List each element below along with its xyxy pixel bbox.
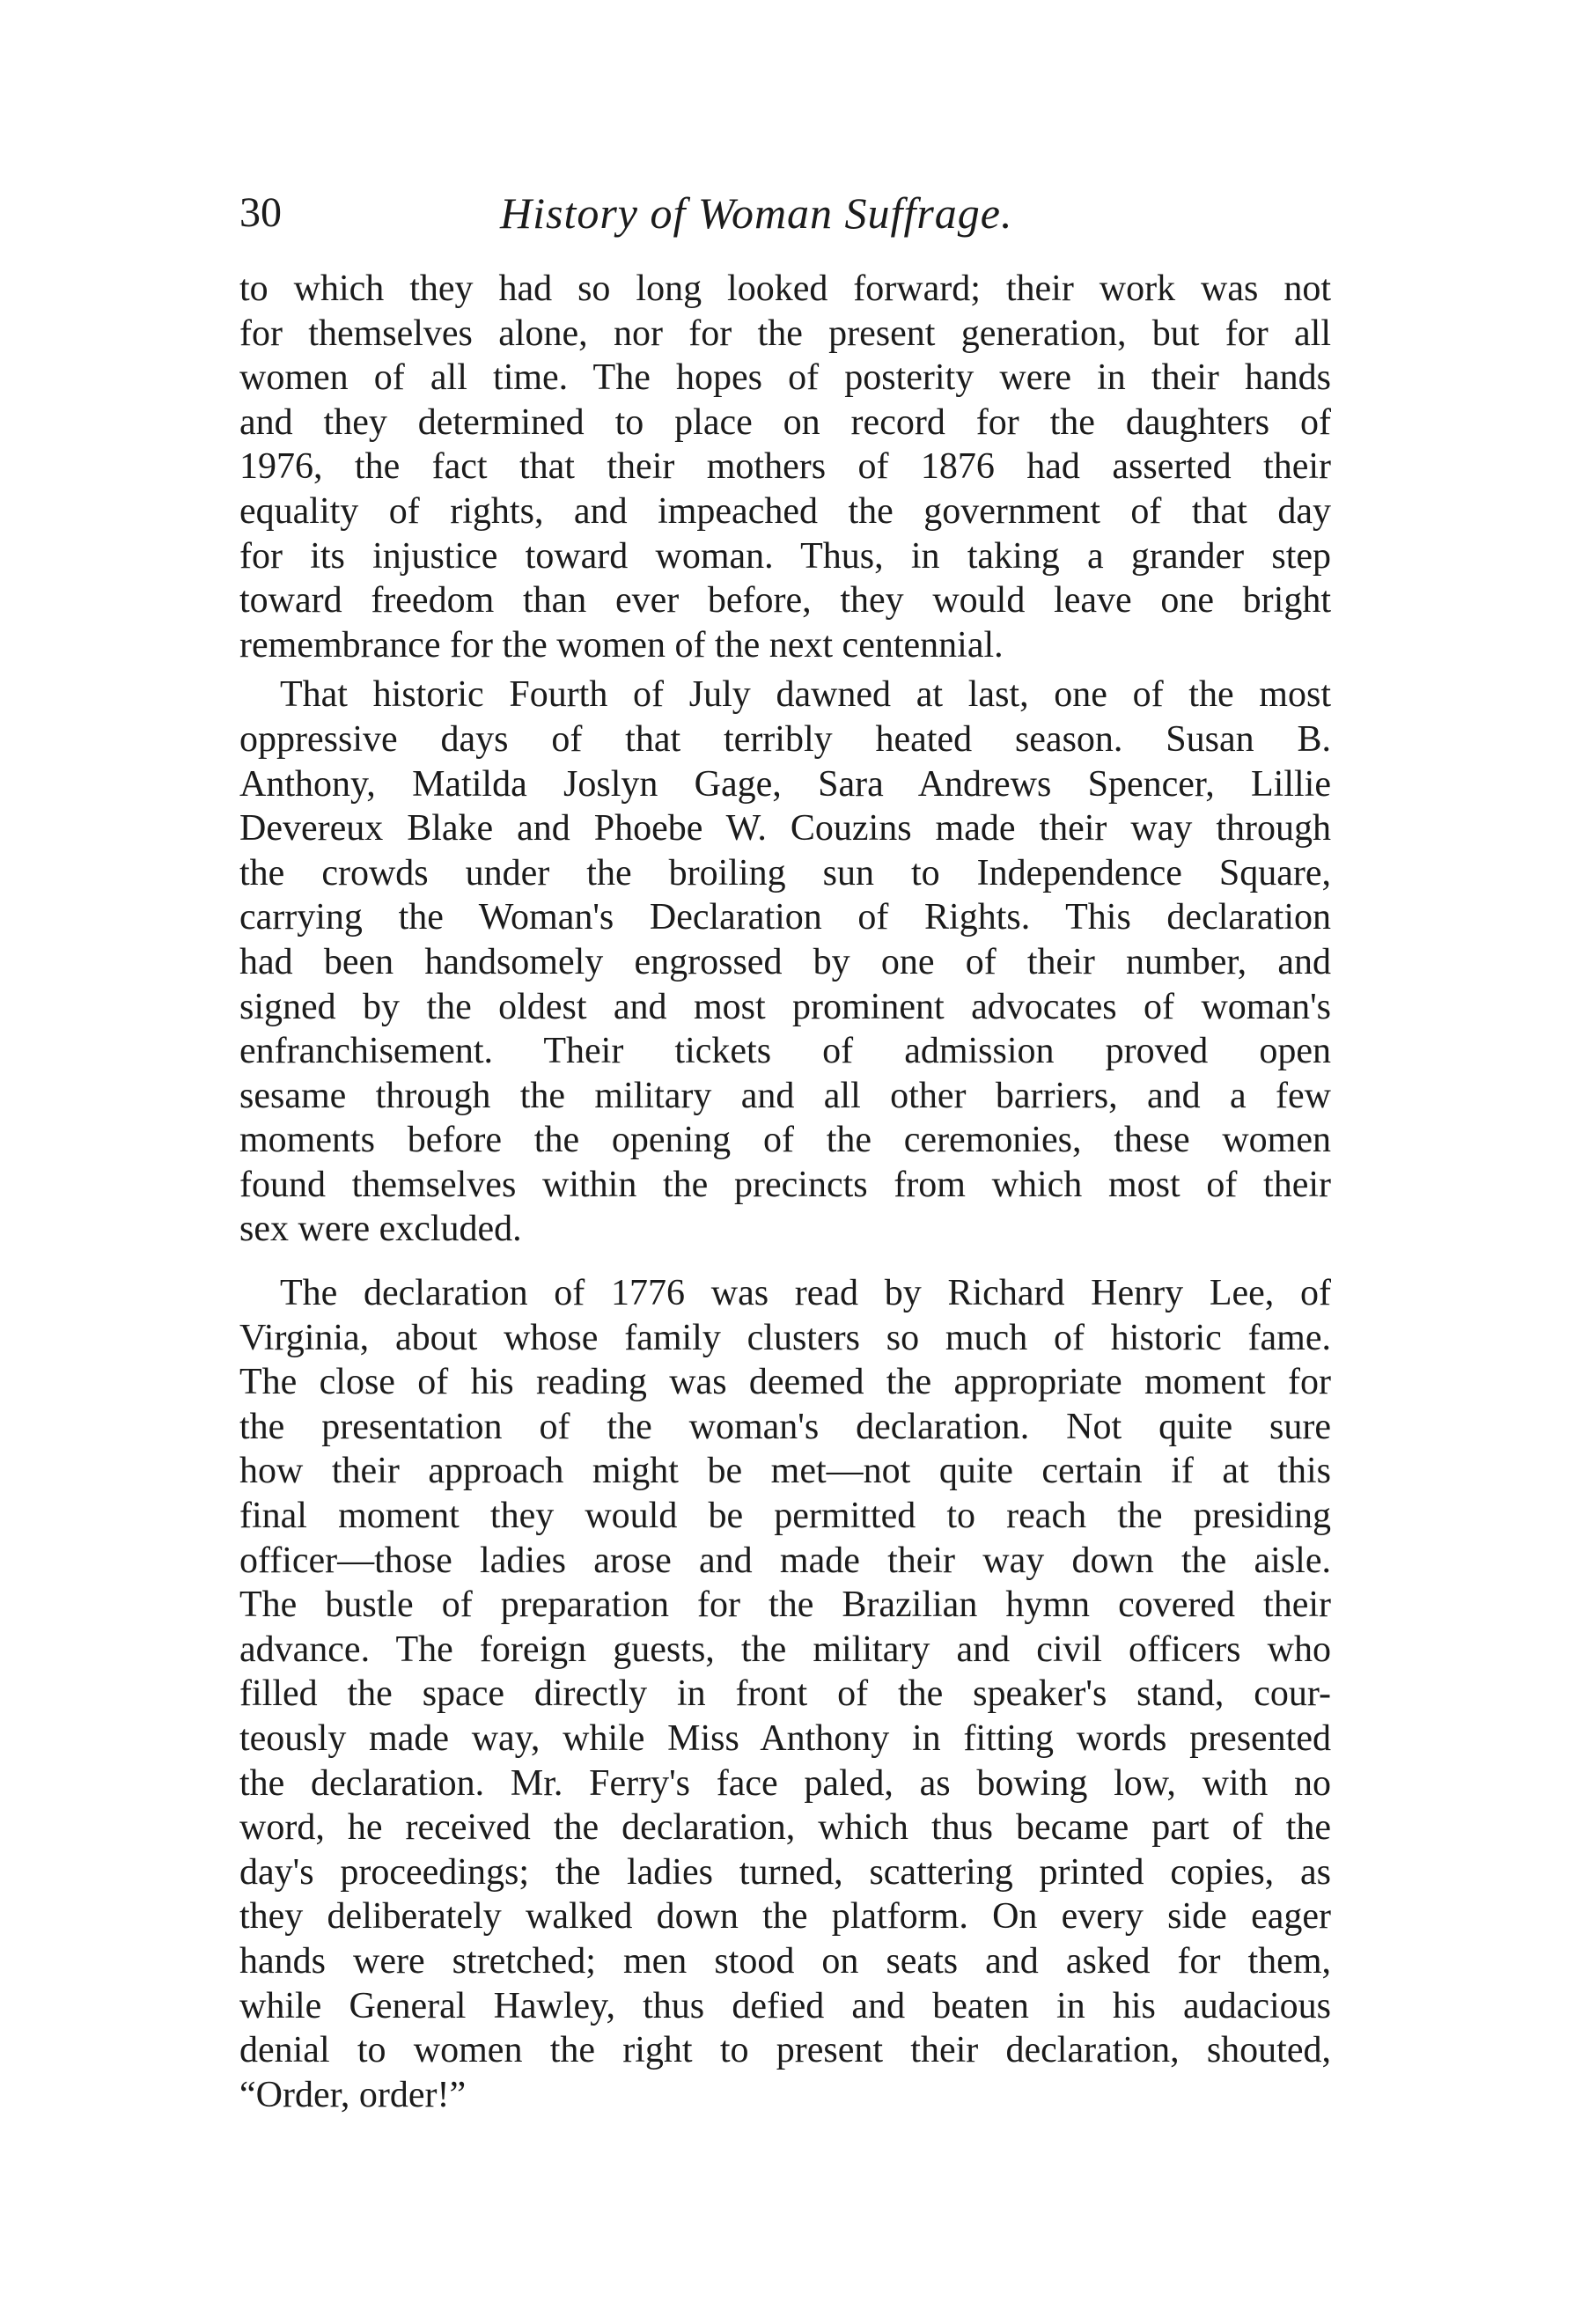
text-line: remembrance for the women of the next centennial. <box>239 624 1004 665</box>
running-title: History of Woman Suffrage. <box>500 188 1013 238</box>
text-line: toward freedom than ever before, they would leave one bright <box>239 580 1331 621</box>
text-line: That historic Fourth of July dawned at last, one of the most <box>280 674 1331 716</box>
text-line: signed by the oldest and most prominent advocates of woman's <box>239 986 1331 1027</box>
text-line: hands were stretched; men stood on seats and asked for them, <box>239 1940 1331 1982</box>
text-line: final moment they would be permitted to reach the presiding <box>239 1496 1331 1537</box>
text-line: they deliberately walked down the platform. On every side eager <box>239 1896 1331 1938</box>
text-line: Virginia, about whose family clusters so much of historic fame. <box>239 1317 1331 1358</box>
text-line: and they determined to place on record for the daughters of <box>239 401 1331 443</box>
text-line: advance. The foreign guests, the military and civil officers who <box>239 1629 1331 1670</box>
body-text <box>239 267 1331 2117</box>
text-line: teously made way, while Miss Anthony in fitting words presented <box>239 1718 1331 1759</box>
text-line: equality of rights, and impeached the government of that day <box>239 490 1331 532</box>
text-line: day's proceedings; the ladies turned, scattering printed copies, as <box>239 1851 1331 1893</box>
text-line: “Order, order!” <box>239 2074 467 2115</box>
paragraph-3 <box>239 1271 1331 2117</box>
text-line: Devereux Blake and Phoebe W. Couzins made their way through <box>239 808 1331 849</box>
text-line: found themselves within the precincts from which most of their <box>239 1164 1331 1205</box>
text-line: The bustle of preparation for the Brazilian hymn covered their <box>239 1585 1331 1626</box>
text-line: 1976, the fact that their mothers of 1876 had asserted their <box>239 446 1331 488</box>
text-line: oppressive days of that terribly heated season. Susan B. <box>239 718 1331 760</box>
text-line: filled the space directly in front of the speaker's stand, cour- <box>239 1673 1331 1715</box>
text-line: for themselves alone, nor for the present generation, but for all <box>239 313 1331 354</box>
text-line: moments before the opening of the ceremonies, these women <box>239 1120 1331 1161</box>
text-line: officer—those ladies arose and made their way down the aisle. <box>239 1540 1331 1581</box>
text-line: The declaration of 1776 was read by Richard Henry Lee, of <box>280 1273 1331 1314</box>
text-line: had been handsomely engrossed by one of their number, and <box>239 941 1331 982</box>
text-line: enfranchisement. Their tickets of admission proved open <box>239 1031 1331 1072</box>
page-header <box>239 187 1349 248</box>
text-line: women of all time. The hopes of posterity were in their hands <box>239 357 1331 399</box>
text-line: sex were excluded. <box>239 1209 522 1250</box>
paragraph-2 <box>239 673 1331 1252</box>
text-line: Anthony, Matilda Joslyn Gage, Sara Andrews Spencer, Lillie <box>239 763 1331 805</box>
text-line: denial to women the right to present their declaration, shouted, <box>239 2030 1331 2071</box>
text-line: how their approach might be met—not quite certain if at this <box>239 1451 1331 1492</box>
text-line: sesame through the military and all other barriers, and a few <box>239 1075 1331 1116</box>
text-line: the declaration. Mr. Ferry's face paled, as bowing low, with no <box>239 1762 1331 1804</box>
text-line: carrying the Woman's Declaration of Rights. This declaration <box>239 897 1331 938</box>
text-line: the crowds under the broiling sun to Independence Square, <box>239 852 1331 893</box>
paragraph-1 <box>239 267 1331 667</box>
text-line: The close of his reading was deemed the appropriate moment for <box>239 1362 1331 1403</box>
text-line: the presentation of the woman's declaration. Not quite sure <box>239 1406 1331 1447</box>
page-number: 30 <box>239 189 282 236</box>
text-line: while General Hawley, thus defied and beaten in his audacious <box>239 1985 1331 2026</box>
text-line: to which they had so long looked forward; their work was not <box>239 268 1331 309</box>
text-line: word, he received the declaration, which thus became part of the <box>239 1807 1331 1849</box>
text-line: for its injustice toward woman. Thus, in taking a grander step <box>239 535 1331 577</box>
